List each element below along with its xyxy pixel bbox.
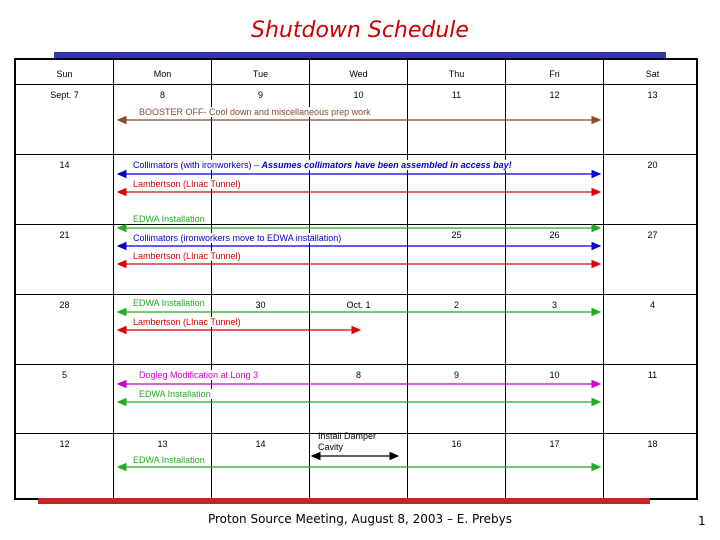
lambertson-label-2: Lambertson (LInac Tunnel) xyxy=(133,251,241,261)
edwa-arrow-3 xyxy=(118,399,600,406)
date-cell: 21 xyxy=(59,230,70,240)
collimators-label-1 xyxy=(131,160,514,170)
damper-label xyxy=(316,431,378,453)
lambertson-arrow-3 xyxy=(118,327,360,334)
collimators-note: Assumes collimators have been assembled in access bay! xyxy=(261,160,512,170)
page-number: 1 xyxy=(698,514,706,528)
edwa-label-4: EDWA Installation xyxy=(133,455,205,465)
booster-arrow xyxy=(118,117,600,124)
dogleg-label: Dogleg Modification at Long 3 xyxy=(139,370,259,380)
date-cell: 11 xyxy=(647,370,658,380)
date-cell: 14 xyxy=(59,160,70,170)
edwa-arrow-1 xyxy=(118,225,600,232)
day-header-sun: Sun xyxy=(56,69,73,79)
damper-label-line-2: Cavity xyxy=(318,442,344,452)
date-cell: 27 xyxy=(647,230,658,240)
date-cell: 13 xyxy=(157,439,168,449)
footer-bar xyxy=(38,498,650,504)
day-header-sat: Sat xyxy=(645,69,660,79)
day-header-tue: Tue xyxy=(252,69,269,79)
date-cell: 13 xyxy=(647,90,658,100)
date-cell: 8 xyxy=(159,90,165,100)
date-cell: 10 xyxy=(353,90,364,100)
date-cell: 9 xyxy=(257,90,263,100)
date-cell: 16 xyxy=(451,439,462,449)
date-cell: 2 xyxy=(453,300,459,310)
date-cell: 17 xyxy=(549,439,560,449)
date-cell: 12 xyxy=(549,90,560,100)
collimators-arrow-2 xyxy=(118,243,600,250)
date-cell: 28 xyxy=(59,300,70,310)
date-cell: 9 xyxy=(453,370,459,380)
damper-arrow xyxy=(312,453,398,460)
date-cell: 30 xyxy=(255,300,266,310)
date-cell: 8 xyxy=(355,370,361,380)
date-cell: 12 xyxy=(59,439,70,449)
day-header-wed: Wed xyxy=(349,69,368,79)
date-cell: Sept. 7 xyxy=(50,90,79,100)
lambertson-label-3: Lambertson (LInac Tunnel) xyxy=(133,317,241,327)
date-cell: 5 xyxy=(61,370,67,380)
date-cell: 10 xyxy=(549,370,560,380)
footer-text: Proton Source Meeting, August 8, 2003 – E. Prebys xyxy=(207,512,513,526)
dogleg-arrow xyxy=(118,381,600,388)
collimators-arrow-1 xyxy=(118,171,600,178)
day-header-mon: Mon xyxy=(153,69,172,79)
lambertson-label-1: Lambertson (LInac Tunnel) xyxy=(133,179,241,189)
damper-label-line-1: Install Damper xyxy=(318,431,377,441)
date-cell: 25 xyxy=(451,230,462,240)
edwa-label-3: EDWA Installation xyxy=(139,389,211,399)
date-cell: 3 xyxy=(551,300,557,310)
date-cell: 18 xyxy=(647,439,658,449)
edwa-label-2: EDWA Installation xyxy=(133,298,205,308)
lambertson-arrow-1 xyxy=(118,189,600,196)
day-header-fri: Fri xyxy=(549,69,560,79)
page-title: Shutdown Schedule xyxy=(251,18,469,43)
lambertson-arrow-2 xyxy=(118,261,600,268)
date-cell: Oct. 1 xyxy=(346,300,371,310)
date-cell: 11 xyxy=(451,90,462,100)
date-cell: 20 xyxy=(647,160,658,170)
date-cell: 14 xyxy=(255,439,266,449)
date-cell: 4 xyxy=(649,300,655,310)
collimators-label-2: Collimators (ironworkers move to EDWA installation) xyxy=(133,233,342,243)
day-header-thu: Thu xyxy=(448,69,465,79)
booster-label: BOOSTER OFF- Cool down and miscellaneous prep work xyxy=(139,107,371,117)
date-cell: 26 xyxy=(549,230,560,240)
collimators-label-1-text: Collimators (with ironworkers) – xyxy=(133,160,260,170)
edwa-label-1: EDWA Installation xyxy=(133,214,205,224)
edwa-arrow-2 xyxy=(118,309,600,316)
